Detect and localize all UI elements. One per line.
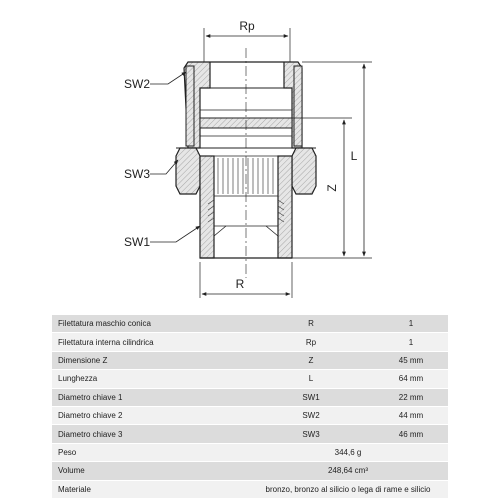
table-row: [52, 315, 448, 333]
row-symbol: SW3: [248, 425, 374, 443]
row-label: Lunghezza: [52, 370, 248, 388]
row-symbol: Z: [248, 351, 374, 369]
table-row: [52, 370, 448, 388]
table-row: [52, 480, 448, 498]
row-label: Diametro chiave 3: [52, 425, 248, 443]
r-label: R: [235, 277, 245, 291]
row-symbol: Rp: [248, 333, 374, 351]
table-row: [52, 388, 448, 406]
row-label: Volume: [52, 462, 248, 480]
sw2-label: SW2: [124, 77, 151, 91]
row-symbol: R: [248, 315, 374, 333]
row-value: 22 mm: [374, 388, 448, 406]
table-row: [52, 443, 448, 461]
row-symbol: SW1: [248, 388, 374, 406]
row-value: 45 mm: [374, 351, 448, 369]
row-value: 344,6 g: [248, 443, 448, 461]
table-row: [52, 351, 448, 369]
row-symbol: L: [248, 370, 374, 388]
row-value: 64 mm: [374, 370, 448, 388]
table-row: [52, 406, 448, 424]
row-symbol: SW2: [248, 406, 374, 424]
z-label: Z: [325, 184, 339, 192]
row-label: Filettatura interna cilindrica: [52, 333, 248, 351]
upper-body: [184, 62, 302, 148]
row-value: 1: [374, 315, 448, 333]
sw1-label: SW1: [124, 235, 151, 249]
table-row: [52, 333, 448, 351]
row-value: 248,64 cm³: [248, 462, 448, 480]
row-value: 44 mm: [374, 406, 448, 424]
row-label: Diametro chiave 1: [52, 388, 248, 406]
row-value: bronzo, bronzo al silicio o lega di rame e silicio: [248, 480, 448, 498]
row-label: Peso: [52, 443, 248, 461]
row-value: 1: [374, 333, 448, 351]
row-label: Filettatura maschio conica: [52, 315, 248, 333]
rp-dimension: [204, 19, 290, 62]
l-label: L: [350, 149, 358, 163]
row-label: Materiale: [52, 480, 248, 498]
table-row: [52, 425, 448, 443]
sw3-label: SW3: [124, 167, 151, 181]
spec-table: [52, 315, 448, 499]
table-row: [52, 462, 448, 480]
row-label: Dimensione Z: [52, 351, 248, 369]
row-value: 46 mm: [374, 425, 448, 443]
row-label: Diametro chiave 2: [52, 406, 248, 424]
rp-label: Rp: [239, 19, 255, 33]
